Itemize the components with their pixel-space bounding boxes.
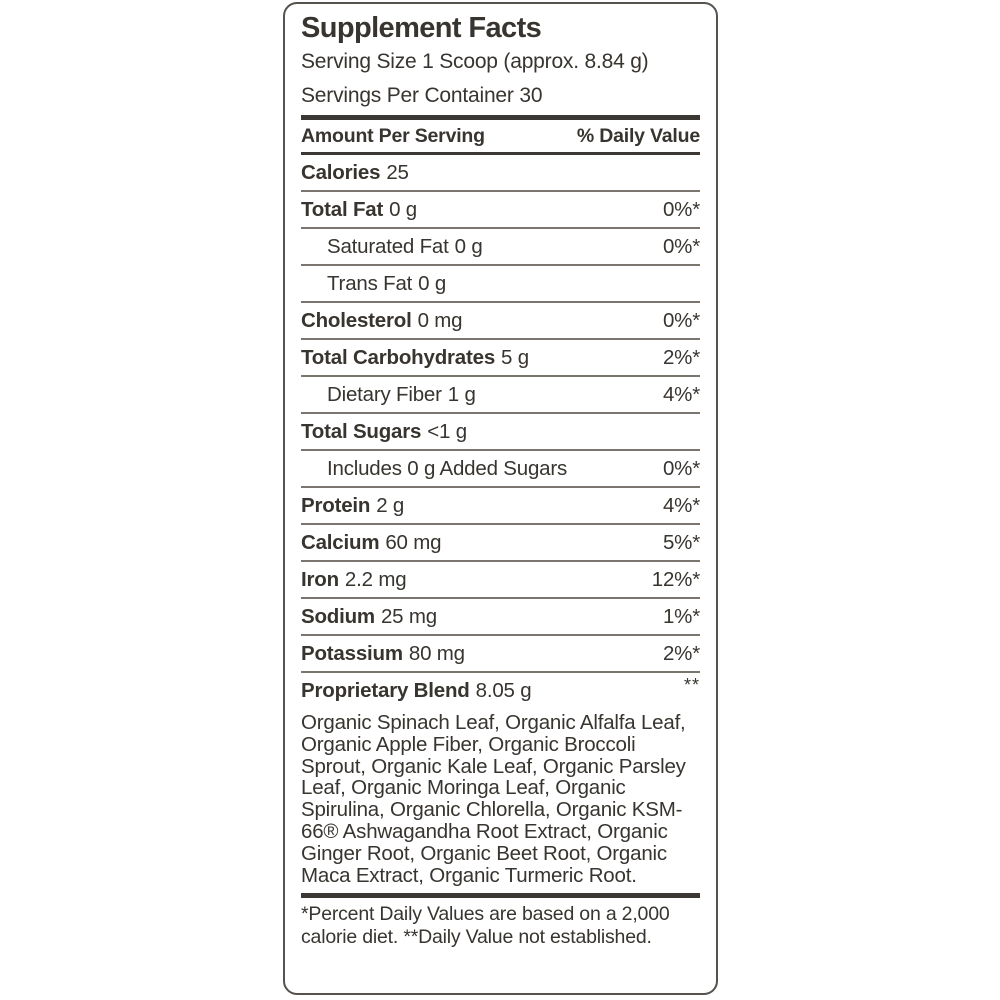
nutrient-amount: 60 mg [385,531,442,554]
nutrient-row-calories [301,155,700,192]
nutrient-amount: 5 g [501,346,529,369]
percent-daily-value-header: % Daily Value [576,125,700,147]
nutrient-label [327,384,476,406]
nutrient-daily-value: 1%* [662,605,700,628]
nutrient-row-proprietary-blend [301,673,700,710]
nutrient-name: Iron [301,568,339,591]
nutrient-daily-value: 4%* [662,494,700,517]
nutrient-row-total-sugars [301,414,700,451]
nutrient-amount: 25 mg [380,605,437,628]
nutrient-name: Saturated Fat [327,235,449,258]
nutrient-label [301,495,404,517]
nutrient-label [327,236,483,258]
nutrient-label [301,310,462,332]
nutrient-name: Calcium [301,531,380,554]
amount-per-serving-header: Amount Per Serving [301,125,485,147]
nutrient-name: Protein [301,494,371,517]
nutrient-amount: 0 g [389,198,417,221]
nutrient-name: Potassium [301,642,403,665]
nutrient-name: Calories [301,161,381,184]
nutrient-amount: 8.05 g [475,679,532,702]
nutrient-daily-value: 0%* [662,457,700,480]
nutrient-row-iron [301,562,700,599]
serving-size-line: Serving Size 1 Scoop (approx. 8.84 g) [301,50,649,73]
nutrient-daily-value: 4%* [662,383,700,406]
nutrient-daily-value: 5%* [662,531,700,554]
nutrient-daily-value: 0%* [662,198,700,221]
nutrient-label [301,569,406,591]
nutrient-amount: 0 mg [417,309,463,332]
nutrient-label [301,532,441,554]
nutrient-amount: 0 g [454,235,483,258]
nutrient-daily-value: 0%* [662,309,700,332]
nutrient-name: Includes 0 g Added Sugars [327,457,568,480]
servings-per-container-line: Servings Per Container 30 [301,84,543,107]
nutrient-row-trans-fat [301,266,700,303]
nutrient-name: Proprietary Blend [301,679,470,702]
nutrient-label [301,421,467,443]
nutrient-amount: 80 mg [408,642,465,665]
nutrient-name: Dietary Fiber [327,383,442,406]
nutrient-daily-value: ** [683,675,700,695]
nutrient-label [301,643,465,665]
nutrient-label [327,273,446,295]
nutrient-amount: 2.2 mg [344,568,407,591]
nutrient-daily-value: 2%* [662,346,700,369]
supplement-facts-title: Supplement Facts [301,12,542,44]
nutrient-amount: <1 g [427,420,467,443]
nutrient-row-protein [301,488,700,525]
nutrient-label [301,162,409,184]
nutrient-row-potassium [301,636,700,673]
nutrient-row-sodium [301,599,700,636]
nutrient-row-total-carbohydrates [301,340,700,377]
daily-value-footnote: *Percent Daily Values are based on a 2,000 calorie diet. **Daily Value not established. [301,903,670,949]
nutrient-row-cholesterol [301,303,700,340]
nutrient-name: Total Sugars [301,420,422,443]
nutrient-name: Cholesterol [301,309,412,332]
blend-ingredients-text: Organic Spinach Leaf, Organic Alfalfa Leaf, Organic Apple Fiber, Organic Broccoli Sprout, Organic Kale Leaf, Organic Parsley Leaf, Organic Moringa Leaf, Organic Spirulina, Organic Chlorella, Organic KSM-66® Ashwagandha Root Extract, Organic Ginger Root, Organic Beet Root, Organic Maca Extract, Organic Turmeric Root. [301,711,686,887]
nutrient-label [301,606,437,628]
nutrient-daily-value: 12%* [651,568,700,591]
nutrient-daily-value: 2%* [662,642,700,665]
nutrient-name: Sodium [301,605,375,628]
nutrient-row-added-sugars [301,451,700,488]
nutrient-row-total-fat [301,192,700,229]
nutrient-amount: 25 [386,161,409,184]
nutrient-amount: 1 g [447,383,476,406]
column-header-row [301,120,700,155]
nutrient-name: Trans Fat [327,272,413,295]
nutrient-row-calcium [301,525,700,562]
nutrient-name: Total Fat [301,198,384,221]
nutrient-label [301,680,531,702]
supplement-facts-panel [283,2,718,995]
nutrient-label [301,347,529,369]
nutrient-amount: 2 g [376,494,405,517]
nutrient-row-dietary-fiber [301,377,700,414]
nutrient-label [301,199,417,221]
nutrient-label [327,458,573,480]
nutrient-name: Total Carbohydrates [301,346,496,369]
nutrient-amount: 0 g [418,272,447,295]
nutrient-row-saturated-fat [301,229,700,266]
nutrient-daily-value: 0%* [662,235,700,258]
